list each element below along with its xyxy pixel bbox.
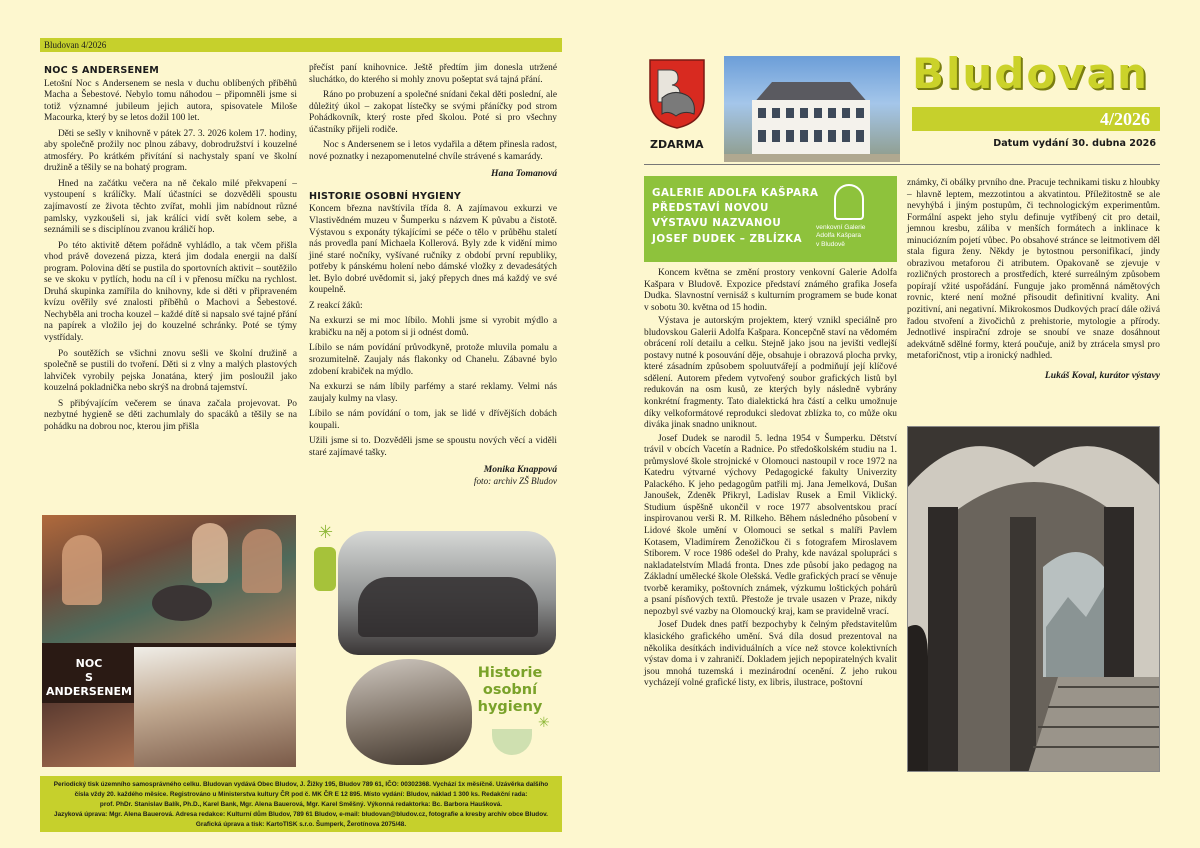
paragraph: Letošní Noc s Andersenem se nesla v duchu oblíbených příběhů Macha a Šebestové. Nebylo tomu náhodou – připomněli jsme si totiž významné jubileum jejich autora, spisovatele Miloše Macourka, který by se letos dožil 100 let. — [44, 78, 297, 124]
paragraph: Po soutěžích se všichni znovu sešli ve školní družině a společně se pustili do tvoření. Děti si z vlny a malých plastových lahviček vyrobily pejska Jonatána, který jim posloužil jako kouzelná pokladnička nebo skrýš na drobná tajemství. — [44, 348, 297, 394]
masthead-photo-building — [724, 56, 900, 162]
building-windows — [758, 108, 864, 118]
hygiena-collage — [306, 517, 558, 767]
reactions-heading: Z reakcí žáků: — [309, 300, 363, 311]
paragraph: Josef Dudek se narodil 5. ledna 1954 v Šumperku. Dětství trávil v obcích Vacetín a Radnice. Po středoškolském studiu na 1. průmyslové škole strojnické v Olomouci nastoupil v roce 1972 na Katedru výtvarné výchovy Pedagogické fakulty Univerzity Palackého. K jeho pedagogům patřili mj. Jana Jemelková, Dušan Janoušek, Zdeněk Přikryl, Ladislav Rusek a Emil Viklický. Studium úspěšně ukončil v roce 1977 absolventskou prací inspirovanou verši R. M. Rilkeho. Během následného působení v Lidové škole umění v Olomouci se setkal s malíři Pavlem Kotasem, Vladimírem Ženožičkou či s fotografem Miroslavem Stiborem. V roce 1986 odešel do Prahy, kde navázal spolupráci s nakladatelstvím Mladá fronta. Dnes zde působí jako pedagog na Základní umělecké škole Olešská. Vedle grafických prací se věnuje tvorbě keramiky, poštovních známek, výzkumu loštických pohárů a psaní písňových textů. Přestože je trvale usazen v Praze, nikdy nepozbyl své vazby na Olomoucký kraj, kam se pravidelně vrací. — [644, 433, 897, 617]
reaction: Na exkurzi se mi moc líbilo. Mohli jsme si vyrobit mýdlo a krabičku na něj a potom si ji odnést domů. — [309, 316, 557, 338]
left-header-label: Bludovan 4/2026 — [44, 40, 107, 50]
article-title-noc: NOC S ANDERSENEM — [44, 65, 159, 76]
imprint-line: Jazyková úprava: Mgr. Alena Bauerová. Adresa redakce: Kulturní dům Bludov, 789 61 Bludov, e-mail: bludovan@bludov.cz, fotografie a kresby archiv obce Bludov. — [54, 811, 548, 818]
paragraph: Ráno po probuzení a společné snídani čekal děti poslední, ale důležitý úkol – zakopat lístečky se svými přáníčky pod strom Pohádkovník, který roste před školou. Poté si pro všechny účastníky přijeli rodiče. — [309, 90, 557, 135]
headline-line: PŘEDSTAVÍ NOVOU — [652, 202, 769, 215]
masthead-rule — [644, 164, 1160, 165]
headline-line: VÝSTAVU NAZVANOU — [652, 217, 782, 230]
hygiena-label — [464, 665, 556, 716]
kid-shape — [62, 535, 102, 605]
ground — [724, 154, 900, 162]
logo-line: venkovní Galerie — [816, 224, 866, 231]
building-wall — [752, 100, 870, 154]
reaction: Líbilo se nám povídání průvodkyně, protože mluvila pomalu a srozumitelně. Zaujaly nás flakonky od Chanelu. Zábavné bylo zdobení krabiček na mýdlo. — [309, 343, 557, 377]
students-shape — [358, 577, 538, 637]
signature-hana: Hana Tomanová — [490, 168, 557, 180]
issue-date: Datum vydání 30. dubna 2026 — [993, 138, 1156, 149]
photo-museum — [346, 659, 472, 765]
paragraph: Josef Dudek dnes patří bezpochyby k čelným představitelům klasického grafického umění. Svá díla dosud prezentoval na několika desítkách individuálních a více než stovce kolektivních výstav doma i v zahraničí. Dokladem jejich nepopiratelných kvalit jsou mnohá tuzemská i mezinárodní ocenění. Z jeho rukou vycházejí volné grafické listy, ex libris, ilustrace, poštovní — [644, 620, 897, 689]
paragraph: S přibývajícím večerem se únava začala projevovat. Po nezbytné hygieně se děti zachumlaly do spacáků a těšily se na pohádku na dobrou noc, kterou jim přišla — [44, 398, 297, 432]
paragraph: Hned na začátku večera na ně čekalo milé překvapení – vystoupení s králíčky. Malí účastníci se dozvěděli spoustu zajímavostí ze života těchto zvířat, mohli jim nabídnout různé pamlsky, vyzkoušeli si, jak králíci vidí svět kolem sebe, a seznámili se s disciplínou zvanou králičí hop. — [44, 178, 297, 236]
logo-line: v Bludově — [816, 240, 845, 248]
sparkle-icon: ✳ — [538, 716, 550, 731]
imprint-line: Grafická úprava a tisk: KartoTISK s.r.o. Šumperk, Žerotínova 2075/48. — [195, 821, 407, 828]
photo-kids-room — [134, 647, 296, 767]
reaction: Na exkurzi se nám líbily parfémy a staré reklamy. Velmi nás zaujaly kulmy na vlasy. — [309, 382, 557, 404]
right-column-2 — [907, 178, 1160, 381]
paragraph: Noc s Andersenem se i letos vydařila a dětem přinesla radost, nové poznatky i nezapomenutelné chvíle strávené s kamarády. — [309, 140, 557, 162]
free-label: ZDARMA — [650, 138, 704, 151]
photo-credit: foto: archiv ZŠ Bludov — [473, 475, 557, 486]
gallery-logo-text — [816, 224, 896, 249]
sparkle-icon: ✳ — [318, 522, 334, 542]
photo-students-group — [338, 531, 556, 655]
left-header-bar — [40, 38, 562, 52]
right-page — [600, 0, 1200, 848]
kid-shape — [192, 523, 228, 583]
shield-icon — [648, 58, 706, 130]
right-column-1 — [644, 268, 897, 690]
andersen-collage — [42, 515, 296, 767]
building-windows — [758, 130, 864, 142]
building-roof — [746, 82, 876, 100]
paragraph: přečíst paní knihovnice. Ještě předtím jim donesla utržené sluchátko, do kterého si mohly znovu pošeptat svá tajná přání. — [309, 63, 557, 85]
kid-shape — [242, 529, 282, 593]
imprint-line: prof. PhDr. Stanislav Balík, Ph.D., Karel Bank, Mgr. Alena Bauerová, Mgr. Karel Směšný. Výkonná redaktorka: Bc. Barbora Haušková. — [99, 801, 503, 808]
signature-lukas: Lukáš Koval, kurátor výstavy — [1044, 369, 1160, 381]
paragraph: Koncem května se změní prostory venkovní Galerie Adolfa Kašpara v Bludově. Expozice představí známého grafika Josefa Dudka. Slavnostní vernisáž s kulturním programem se bude konat v sobotu 30. května od 15 hodin. — [644, 268, 897, 313]
gallery-headline — [652, 186, 822, 247]
collage-label-line: NOC — [75, 657, 103, 670]
headline-line: JOSEF DUDEK – ZBLÍZKA — [652, 232, 803, 245]
paragraph: Po této aktivitě dětem pořádně vyhládlo, a tak včem přišla vhod právě dovezená pizza, která jim dodala energii na další program. Polovina dětí se pustila do sportovních aktivit – soutěžilo se ve skoku v pytlích, hodu na cíl i v přenosu míčku na rychlost. Druhá skupinka zamířila do knihovny, kde si děti v připraveném kvízu ověřily své znalosti příběhů o Machovi a Šebestové. Nechyběla ani trocha kouzel – každé dítě si napsalo své tajné přání na papírek a vložilo jej do kouzelné schránky. Poté se týmy vystřídaly. — [44, 240, 297, 344]
imprint-footer — [40, 776, 562, 832]
rabbit-shape — [152, 585, 212, 621]
paragraph: Výstava je autorským projektem, který vznikl speciálně pro bludovskou Galerii Adolfa Kašpara. Koncepčně staví na vědomém obrácení rolí detailu a celku. Stejně jako jsou na jevišti vedlejší postavy nutné k posouvání děje, obsahuje i obrazová plocha prvky, které zásadním způsobem spoluutvářejí a podmiňují její klíčové sdělení. Autorem předem vytvořený soubor grafických listů byl redukován na osm kusů, ze kterých byly následně vybrány konkrétní fragmenty. Tato dialektická hra částí a celku umožnuje díky velkoformátové reprodukci sledovat zblízka to, co může oku diváka jinak snadno uniknout. — [644, 316, 897, 431]
soap-bottle-icon — [314, 547, 336, 591]
hygiena-label-line: hygieny — [477, 699, 543, 715]
reaction: Líbilo se nám povídání o tom, jak se lidé v dřívějších dobách koupali. — [309, 409, 557, 431]
reaction: Užili jsme si to. Dozvěděli jsme se spoustu nových věcí a viděli staré zajímavé tašky. — [309, 436, 557, 458]
imprint-line: čísla vždy 20. každého měsíce. Registrováno u Ministerstva kultury ČR pod č. MK ČR E 12 895. Místo vydání: Bludov, náklad 1 300 ks. Redakční rada: — [74, 791, 528, 798]
coat-of-arms — [648, 58, 706, 130]
paragraph: známky, či obálky prvního dne. Pracuje technikami tisku z hloubky – hlavně leptem, mezzotintou a akvatintou. Příležitostně se ale nevyhýbá i jiným postupům, či technologickým experimentům. Formální aspekt jeho stylu definuje vytříbený cit pro detail, jemnou kresbu, záliba v menších formátech a inklinace k minuciózním pojetí vůbec. Po obsahové stránce se leitmotivem děl stala figura ženy. Někdy je bytostnou personifikací, jindy obrazivou metaforou či atributem. Opakovaně se zjevuje v rozličných prostorech a prostředích, které surreálným způsobem popírají vžité uspořádání. Funguje jako proměnná námětových rovnic, které není možné přisoudit definitivní kvality. Ani pozitivní, ani negativní. Mikrokosmos Dudkových prací dále oživá řadou stvoření a živočichů z prehistorie, mytologie a přírody. Jednotlivé inspirační zdroje se snoubí ve snaze dosáhnout adekvátně sdělné formy, která poučuje, aniž by ztrácela smysl pro metaforičnost, vtip a ironický nadhled. — [907, 178, 1160, 362]
collage-label-line: S ANDERSENEM — [46, 671, 132, 698]
headline-line: GALERIE ADOLFA KAŠPARA — [652, 187, 819, 199]
collage-label — [46, 651, 132, 701]
left-column-1 — [44, 63, 297, 433]
paragraph: Koncem března navštívila třída 8. A zajímavou exkurzi ve Vlastivědném muzeu v Šumperku s názvem K půvabu a čistotě. Výstavou s exponáty týkajícími se péče o tělo v průběhu staletí nás provedla paní Michaela Kollerová. Byly zde k vidění mimo jiné staré nočníky, vyšívané ručníky z období první republiky, potřeby k pánskému holení nebo dámské vložky z devadesátých let. Bylo dobré uvědomit si, jaký přepych dnes má každý ve své koupelně. — [309, 204, 557, 296]
left-column-2 — [309, 63, 557, 488]
article-title-hygiena: HISTORIE OSOBNÍ HYGIENY — [309, 190, 462, 202]
hygiena-label-line: Historie — [477, 665, 543, 681]
gallery-logo-icon — [834, 184, 864, 220]
soap-bowl-icon — [492, 729, 532, 755]
etching-arcade-drawing — [908, 427, 1160, 772]
photo-kids-rabbits — [42, 515, 296, 643]
gallery-headline-box — [644, 176, 897, 262]
hygiena-label-line: osobní — [482, 682, 538, 698]
signature-monika: Monika Knappová — [483, 464, 557, 476]
photo-kids-hall — [42, 703, 134, 767]
logo-line: Adolfa Kašpara — [816, 232, 862, 240]
issue-number: 4/2026 — [1099, 109, 1150, 129]
paragraph: Děti se sešly v knihovně v pátek 27. 3. 2026 kolem 17. hodiny, aby společně prožily noc plnou zábavy, dobrodružství i kouzelné atmosféry. Po krátkém přivítání si nachystaly spaní ve školní družině a těšily se na bohatý program. — [44, 128, 297, 174]
masthead-title: Bludovan — [912, 49, 1149, 98]
etching-illustration — [907, 426, 1160, 772]
imprint-line: Periodický tisk územního samosprávného celku. Bludovan vydává Obec Bludov, J. Žižky 195, Bludov 789 61, IČO: 00302368. Vychází 1x měsíčně. Uzávěrka dalšího — [53, 781, 549, 788]
